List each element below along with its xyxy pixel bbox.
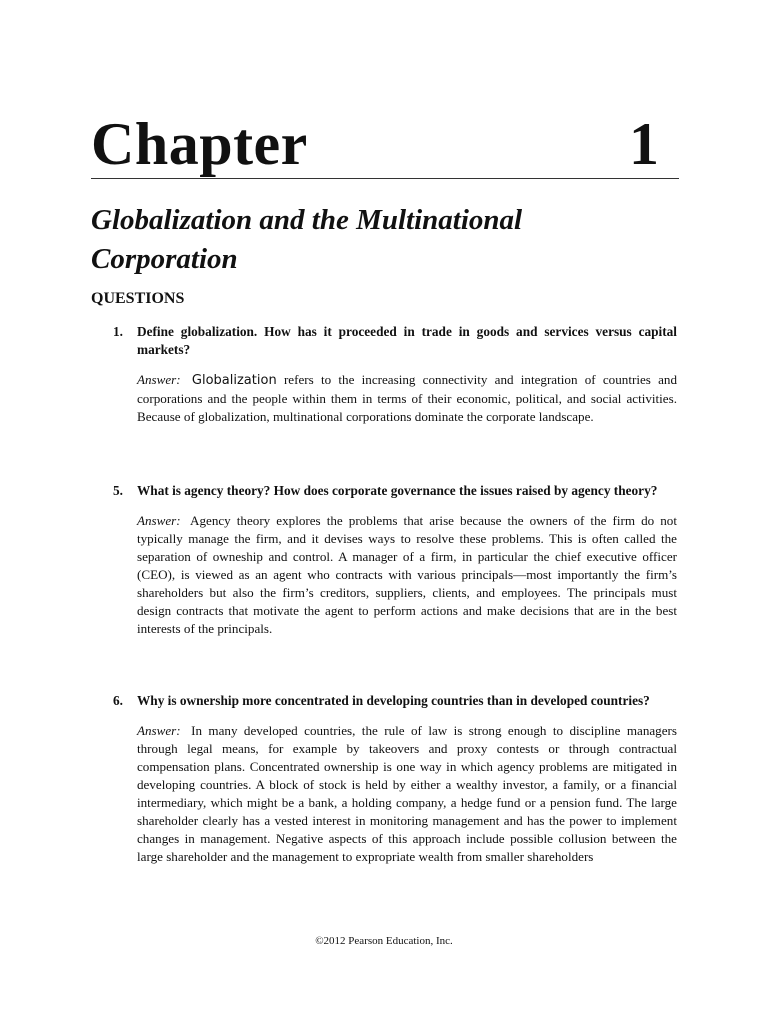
question-item (113, 323, 677, 426)
answer-lead-term: Globalization (191, 373, 277, 388)
chapter-title: Globalization and the Multinational Corporation (91, 204, 523, 275)
answer-text: Agency theory explores the problems that arise because the owners of the firm do not typically manage the firm, and it devises ways to resolve these problems. This is often called the separation of owneship and control. A manager of a firm, in particular the chief executive officer (CEO), is viewed as an agent who contracts with various principals—most importantly the firm’s shareholders but also the firm’s creditors, suppliers, clients, and employees. The principals must design contracts that motivate the agent to perform actions and make decisions that are in the best interests of the principals. (137, 513, 677, 636)
question-text: What is agency theory? How does corporate governance the issues raised by agency theory? (137, 483, 658, 498)
answer-text: refers to the increasing connectivity and integration of countries and corporations and the people within them in terms of their economic, political, and social activities. Because of globalization, multinational corporations dominate the corporate landscape. (137, 372, 678, 424)
chapter-header (91, 108, 679, 179)
answer-label: Answer: (137, 723, 181, 738)
question-text-block (113, 323, 677, 359)
question-number: 6. (113, 693, 123, 708)
answer-block (137, 371, 677, 426)
chapter-number: 1 (629, 111, 659, 177)
page-footer: ©2012 Pearson Education, Inc. (315, 935, 453, 947)
answer-label: Answer: (137, 372, 181, 387)
answer-label: Answer: (137, 513, 181, 528)
answer-block (137, 722, 677, 866)
question-text-block (113, 692, 677, 710)
question-number: 1. (113, 324, 123, 339)
question-item (113, 692, 677, 866)
question-text: Why is ownership more concentrated in developing countries than in developed countries? (137, 693, 650, 708)
question-text-block (113, 482, 677, 500)
answer-block (137, 512, 677, 638)
section-heading: QUESTIONS (91, 290, 185, 307)
question-item (113, 482, 677, 638)
question-number: 5. (113, 483, 123, 498)
question-text: Define globalization. How has it proceeded in trade in goods and services versus capital markets? (137, 324, 677, 357)
answer-text: In many developed countries, the rule of law is strong enough to discipline managers through legal means, for example by takeovers and proxy contests or through contractual compensation plans. Concentrated ownership is one way in which agency problems are mitigated in developing countries. A block of stock is held by either a wealthy investor, a family, or a financial intermediary, which might be a bank, a holding company, a hedge fund or a pension fund. The large shareholder clearly has a vested interest in monitoring management and has the power to implement changes in management. Negative aspects of this approach include possible collusion between the large shareholder and the management to expropriate wealth from smaller shareholders (137, 723, 677, 864)
chapter-label: Chapter (91, 111, 308, 177)
